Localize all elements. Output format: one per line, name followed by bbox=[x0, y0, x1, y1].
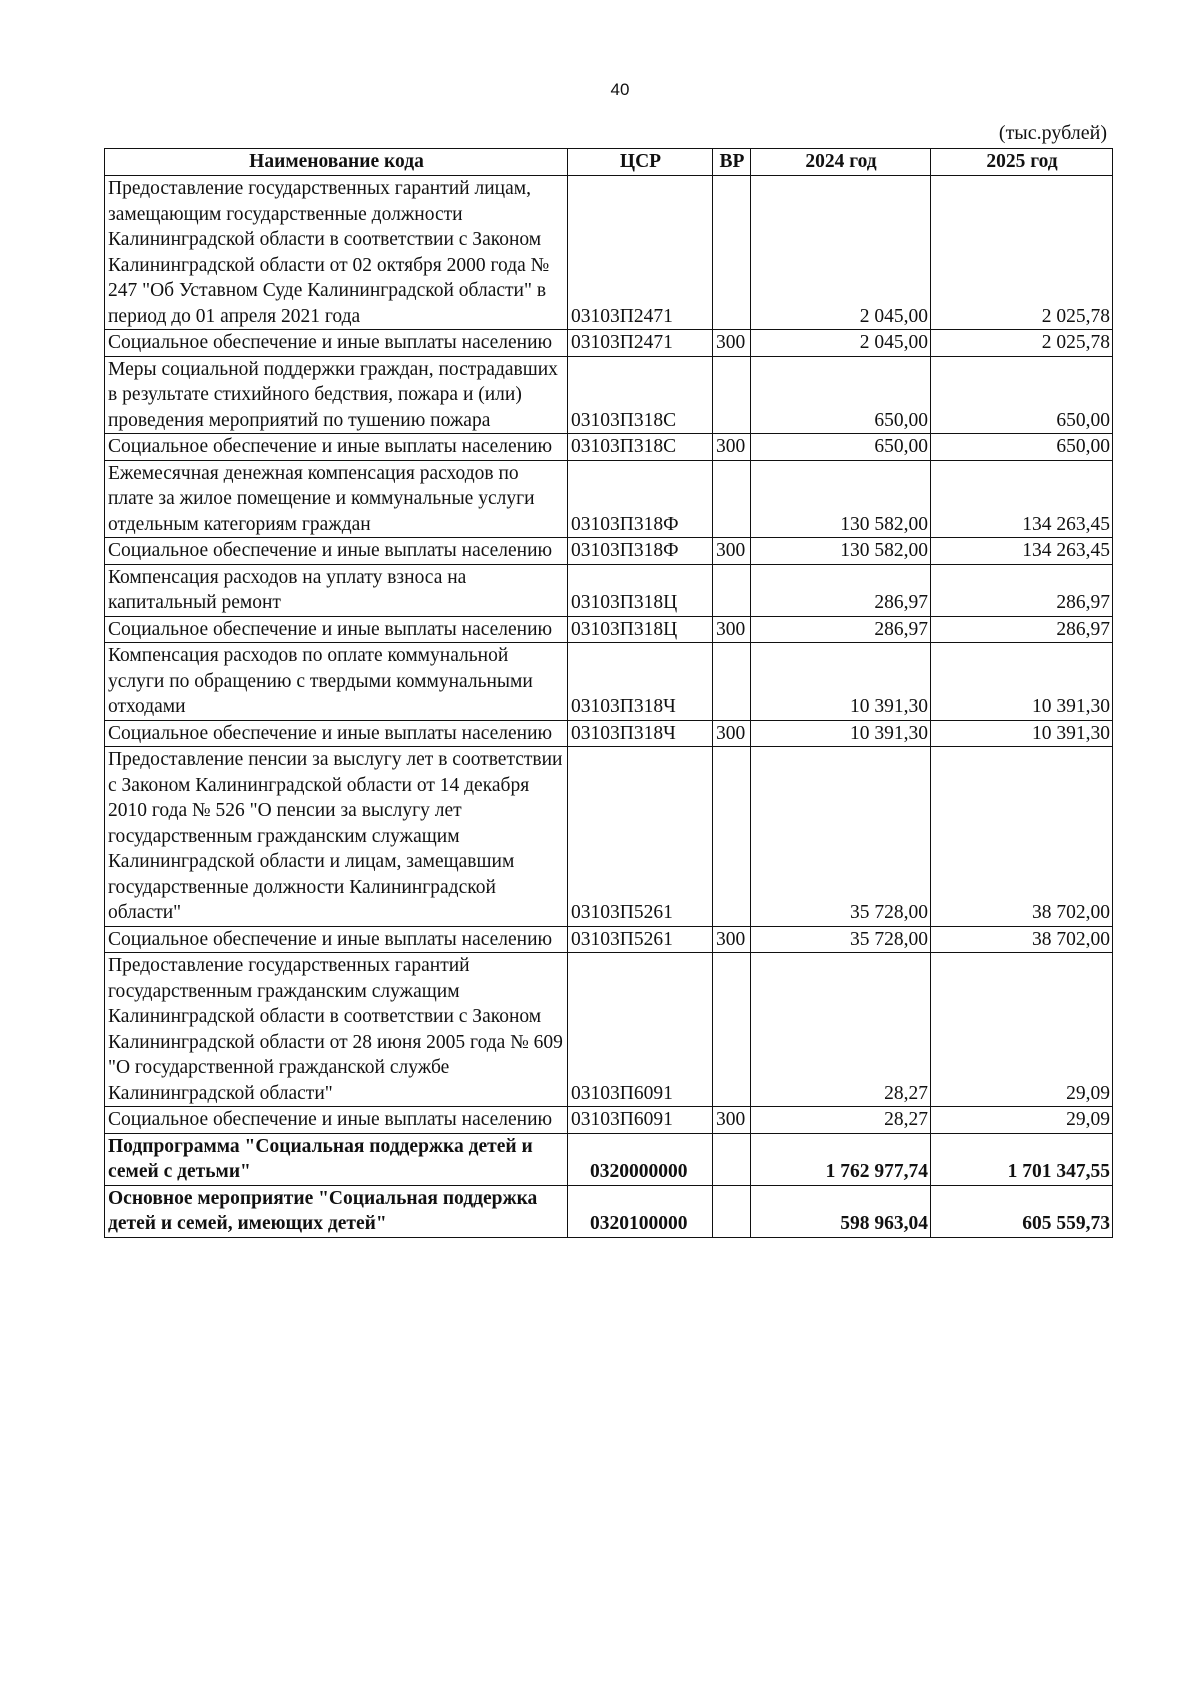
cell-vr: 300 bbox=[713, 926, 751, 953]
table-body bbox=[105, 176, 1113, 1238]
cell-2025: 10 391,30 bbox=[931, 720, 1113, 747]
cell-2024: 10 391,30 bbox=[751, 720, 931, 747]
cell-name: Социальное обеспечение и иные выплаты населению bbox=[105, 926, 568, 953]
page-number: 40 bbox=[610, 80, 630, 99]
cell-csr: 03103П318Ф bbox=[568, 538, 713, 565]
table-row bbox=[105, 926, 1113, 953]
cell-vr: 300 bbox=[713, 1107, 751, 1134]
cell-2025: 38 702,00 bbox=[931, 747, 1113, 927]
cell-name: Ежемесячная денежная компенсация расходов по плате за жилое помещение и коммунальные услуги отдельным категориям граждан bbox=[105, 460, 568, 538]
cell-vr: 300 bbox=[713, 330, 751, 357]
header-vr: ВР bbox=[713, 149, 751, 176]
cell-csr: 03103П2471 bbox=[568, 330, 713, 357]
cell-2024: 2 045,00 bbox=[751, 330, 931, 357]
cell-name: Подпрограмма "Социальная поддержка детей и семей с детьми" bbox=[105, 1133, 568, 1185]
cell-2025: 134 263,45 bbox=[931, 460, 1113, 538]
cell-2024: 28,27 bbox=[751, 953, 931, 1107]
units-label: (тыс.рублей) bbox=[998, 122, 1107, 144]
cell-csr: 03103П2471 bbox=[568, 176, 713, 330]
cell-csr: 03103П318Ч bbox=[568, 720, 713, 747]
cell-2025: 29,09 bbox=[931, 953, 1113, 1107]
cell-csr: 03103П318С bbox=[568, 434, 713, 461]
cell-2024: 598 963,04 bbox=[751, 1185, 931, 1237]
cell-csr: 03103П318С bbox=[568, 356, 713, 434]
cell-name: Социальное обеспечение и иные выплаты населению bbox=[105, 720, 568, 747]
table-row bbox=[105, 616, 1113, 643]
table-row bbox=[105, 356, 1113, 434]
header-csr: ЦСР bbox=[568, 149, 713, 176]
cell-vr bbox=[713, 1133, 751, 1185]
cell-name: Компенсация расходов на уплату взноса на капитальный ремонт bbox=[105, 564, 568, 616]
cell-2024: 650,00 bbox=[751, 434, 931, 461]
cell-2025: 38 702,00 bbox=[931, 926, 1113, 953]
cell-2025: 134 263,45 bbox=[931, 538, 1113, 565]
cell-name: Социальное обеспечение и иные выплаты населению bbox=[105, 616, 568, 643]
cell-2025: 2 025,78 bbox=[931, 176, 1113, 330]
cell-2024: 28,27 bbox=[751, 1107, 931, 1134]
cell-vr: 300 bbox=[713, 434, 751, 461]
cell-vr bbox=[713, 1185, 751, 1237]
table-row bbox=[105, 747, 1113, 927]
table-row bbox=[105, 564, 1113, 616]
cell-name: Предоставление государственных гарантий государственным гражданским служащим Калининградской области в соответствии с Законом Калининградской области от 28 июня 2005 года № 609 "О государственной гражданской службе Калининградской области" bbox=[105, 953, 568, 1107]
header-2024: 2024 год bbox=[751, 149, 931, 176]
cell-vr bbox=[713, 747, 751, 927]
cell-name: Социальное обеспечение и иные выплаты населению bbox=[105, 1107, 568, 1134]
table-row bbox=[105, 176, 1113, 330]
cell-csr: 03103П318Ц bbox=[568, 564, 713, 616]
cell-name: Социальное обеспечение и иные выплаты населению bbox=[105, 538, 568, 565]
cell-vr bbox=[713, 460, 751, 538]
table-row bbox=[105, 1107, 1113, 1134]
cell-2025: 10 391,30 bbox=[931, 643, 1113, 721]
cell-2024: 10 391,30 bbox=[751, 643, 931, 721]
cell-name: Социальное обеспечение и иные выплаты населению bbox=[105, 330, 568, 357]
cell-2025: 29,09 bbox=[931, 1107, 1113, 1134]
cell-vr bbox=[713, 176, 751, 330]
cell-2024: 650,00 bbox=[751, 356, 931, 434]
cell-name: Предоставление пенсии за выслугу лет в соответствии с Законом Калининградской области от 14 декабря 2010 года № 526 "О пенсии за выслугу лет государственным гражданским служащим Калининградской области и лицам, замещавшим государственные должности Калининградской области" bbox=[105, 747, 568, 927]
table-row bbox=[105, 720, 1113, 747]
cell-2024: 1 762 977,74 bbox=[751, 1133, 931, 1185]
cell-2024: 286,97 bbox=[751, 564, 931, 616]
table-row bbox=[105, 460, 1113, 538]
cell-csr: 03103П318Ц bbox=[568, 616, 713, 643]
table-row bbox=[105, 1185, 1113, 1237]
cell-2025: 2 025,78 bbox=[931, 330, 1113, 357]
cell-vr bbox=[713, 356, 751, 434]
cell-vr bbox=[713, 643, 751, 721]
header-name: Наименование кода bbox=[105, 149, 568, 176]
cell-2024: 35 728,00 bbox=[751, 926, 931, 953]
table-header-row bbox=[105, 149, 1113, 176]
table-row bbox=[105, 434, 1113, 461]
cell-vr bbox=[713, 564, 751, 616]
cell-vr bbox=[713, 953, 751, 1107]
table-row bbox=[105, 1133, 1113, 1185]
cell-2025: 650,00 bbox=[931, 356, 1113, 434]
cell-csr: 03103П5261 bbox=[568, 747, 713, 927]
cell-vr: 300 bbox=[713, 720, 751, 747]
cell-2024: 130 582,00 bbox=[751, 460, 931, 538]
cell-csr: 03103П318Ф bbox=[568, 460, 713, 538]
cell-name: Социальное обеспечение и иные выплаты населению bbox=[105, 434, 568, 461]
budget-table bbox=[104, 148, 1113, 1238]
cell-2025: 605 559,73 bbox=[931, 1185, 1113, 1237]
table-row bbox=[105, 538, 1113, 565]
table-row bbox=[105, 643, 1113, 721]
cell-2025: 1 701 347,55 bbox=[931, 1133, 1113, 1185]
cell-2025: 650,00 bbox=[931, 434, 1113, 461]
cell-name: Компенсация расходов по оплате коммунальной услуги по обращению с твердыми коммунальными отходами bbox=[105, 643, 568, 721]
cell-name: Предоставление государственных гарантий лицам, замещающим государственные должности Калининградской области в соответствии с Законом Калининградской области от 02 октября 2000 года № 247 "Об Уставном Суде Калининградской области" в период до 01 апреля 2021 года bbox=[105, 176, 568, 330]
cell-vr: 300 bbox=[713, 538, 751, 565]
cell-vr: 300 bbox=[713, 616, 751, 643]
cell-csr: 0320000000 bbox=[568, 1133, 713, 1185]
cell-name: Основное мероприятие "Социальная поддержка детей и семей, имеющих детей" bbox=[105, 1185, 568, 1237]
cell-csr: 03103П318Ч bbox=[568, 643, 713, 721]
cell-2024: 130 582,00 bbox=[751, 538, 931, 565]
cell-2024: 35 728,00 bbox=[751, 747, 931, 927]
cell-csr: 03103П6091 bbox=[568, 1107, 713, 1134]
cell-2025: 286,97 bbox=[931, 616, 1113, 643]
cell-2024: 286,97 bbox=[751, 616, 931, 643]
cell-2025: 286,97 bbox=[931, 564, 1113, 616]
cell-csr: 0320100000 bbox=[568, 1185, 713, 1237]
table-row bbox=[105, 330, 1113, 357]
cell-csr: 03103П5261 bbox=[568, 926, 713, 953]
cell-name: Меры социальной поддержки граждан, пострадавших в результате стихийного бедствия, пожара и (или) проведения мероприятий по тушению пожара bbox=[105, 356, 568, 434]
cell-csr: 03103П6091 bbox=[568, 953, 713, 1107]
cell-2024: 2 045,00 bbox=[751, 176, 931, 330]
table-row bbox=[105, 953, 1113, 1107]
header-2025: 2025 год bbox=[931, 149, 1113, 176]
